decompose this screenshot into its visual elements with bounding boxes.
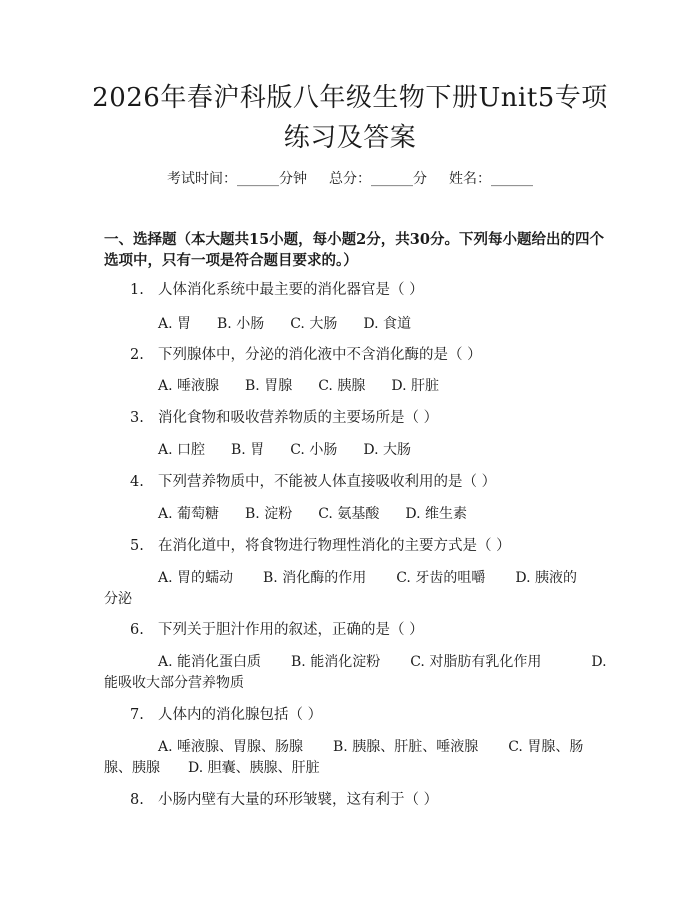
question-5-option-wrap: 分泌	[104, 591, 132, 607]
question-text: 小肠内壁有大量的环形皱襞，这有利于（ ）	[158, 792, 439, 808]
score-unit: 分	[413, 171, 427, 187]
question-7-options	[158, 737, 583, 757]
option-d: D. 食道	[363, 316, 411, 332]
option-b: B. 胃	[231, 442, 265, 458]
question-2-options	[158, 376, 465, 396]
option-d: D.	[591, 654, 607, 670]
option-a: A. 胃的蠕动	[158, 570, 234, 586]
question-number: 5.	[130, 538, 144, 554]
time-blank: ______	[237, 171, 279, 187]
question-number: 6.	[130, 622, 144, 638]
time-label: 考试时间：	[167, 171, 237, 187]
score-blank: ______	[371, 171, 413, 187]
page-title-line2: 练习及答案	[283, 123, 417, 153]
question-4	[130, 472, 496, 492]
score-label: 总分：	[329, 171, 371, 187]
question-number: 4.	[130, 474, 144, 490]
page-title-line1: 2026年春沪科版八年级生物下册Unit5专项	[92, 83, 608, 113]
question-text: 下列腺体中，分泌的消化液中不含消化酶的是（ ）	[158, 347, 482, 363]
question-6	[130, 620, 424, 640]
option-c: C. 牙齿的咀嚼	[396, 570, 486, 586]
option-b: B. 淀粉	[245, 506, 293, 522]
question-text: 下列营养物质中，不能被人体直接吸收利用的是（ ）	[158, 474, 497, 490]
question-number: 1.	[130, 282, 144, 298]
option-c: C. 大肠	[290, 316, 338, 332]
question-3-options	[158, 440, 437, 460]
option-c: C. 对脂肪有乳化作用	[410, 654, 542, 670]
option-c: C. 氨基酸	[318, 506, 380, 522]
question-text: 在消化道中，将食物进行物理性消化的主要方式是（ ）	[158, 538, 511, 554]
question-5	[130, 536, 511, 556]
option-b: B. 消化酶的作用	[263, 570, 367, 586]
question-number: 8.	[130, 792, 144, 808]
exam-meta	[0, 169, 700, 189]
question-6-options	[158, 652, 607, 672]
question-text: 人体消化系统中最主要的消化器官是（ ）	[158, 282, 424, 298]
time-unit: 分钟	[279, 171, 307, 187]
option-b: B. 小肠	[217, 316, 265, 332]
question-text: 消化食物和吸收营养物质的主要场所是（ ）	[158, 410, 439, 426]
option-b: B. 胃腺	[245, 378, 293, 394]
question-number: 7.	[130, 707, 144, 723]
option-d: D. 维生素	[405, 506, 467, 522]
name-label: 姓名：	[449, 171, 491, 187]
option-b: B. 胰腺、肝脏、唾液腺	[333, 739, 479, 755]
question-2	[130, 345, 482, 365]
option-c: C. 胰腺	[318, 378, 366, 394]
name-blank: ______	[491, 171, 533, 187]
section-heading-line2: 选项中，只有一项是符合题目要求的。）	[104, 252, 358, 269]
option-d: D. 胰液的	[515, 570, 577, 586]
option-a: A. 唾液腺	[158, 378, 220, 394]
option-a: A. 胃	[158, 316, 192, 332]
option-b: B. 能消化淀粉	[291, 654, 381, 670]
question-1-options	[158, 314, 437, 334]
option-d: D. 大肠	[363, 442, 411, 458]
question-7-option-wrap: 腺、胰腺 D. 胆囊、胰腺、肝脏	[104, 760, 320, 776]
option-a: A. 口腔	[158, 442, 206, 458]
question-4-options	[158, 504, 493, 524]
option-a: A. 能消化蛋白质	[158, 654, 262, 670]
option-c: C. 胃腺、肠	[508, 739, 584, 755]
question-text: 人体内的消化腺包括（ ）	[158, 707, 323, 723]
question-number: 2.	[130, 347, 144, 363]
option-c: C. 小肠	[290, 442, 338, 458]
option-d: D. 肝脏	[391, 378, 439, 394]
question-6-option-wrap: 能吸收大部分营养物质	[104, 675, 244, 691]
question-7	[130, 705, 322, 725]
option-a: A. 唾液腺、胃腺、肠腺	[158, 739, 304, 755]
question-5-options	[158, 568, 577, 588]
question-1	[130, 280, 424, 300]
option-a: A. 葡萄糖	[158, 506, 220, 522]
section-heading-line1: 一、选择题（本大题共15小题，每小题2分，共30分。下列每小题给出的四个	[104, 231, 604, 248]
question-3	[130, 408, 438, 428]
question-text: 下列关于胆汁作用的叙述，正确的是（ ）	[158, 622, 424, 638]
question-8	[130, 790, 438, 810]
question-number: 3.	[130, 410, 144, 426]
